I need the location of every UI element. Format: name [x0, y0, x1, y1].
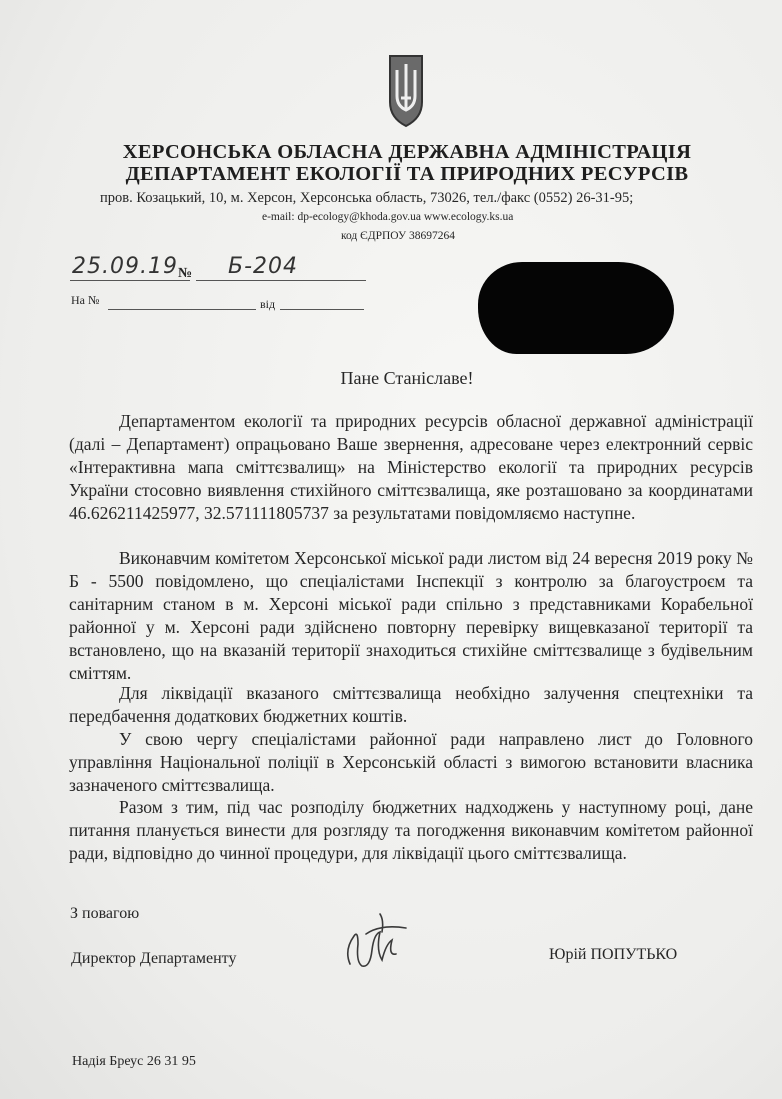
closing: З повагою [70, 905, 140, 922]
org-contacts: e-mail: dp-ecology@khoda.gov.ua www.ecology.ks.ua [262, 211, 514, 223]
paragraph-text: Разом з тим, під час розподілу бюджетних надходжень у наступному році, дане питання планується винести для розгляду та погодження виконавчим комітетом районної ради, відповідно до чинної процедури, для ліквідації цього сміттєзвалища. [69, 797, 753, 863]
date-line [70, 280, 190, 281]
redacted-recipient [478, 262, 674, 354]
org-edrpou: код ЄДРПОУ 38697264 [341, 230, 455, 242]
trident-emblem-icon [386, 52, 426, 128]
signatory-title: Директор Департаменту [71, 950, 237, 967]
number-label: № [178, 266, 193, 281]
incoming-date-line [280, 309, 364, 310]
handwritten-signature [336, 910, 416, 980]
paragraph-text: Для ліквідації вказаного сміттєзвалища необхідно залучення спецтехніки та передбачення додаткових бюджетних коштів. [69, 683, 753, 726]
incoming-number-label: На № [71, 293, 100, 307]
outgoing-number: Б-204 [228, 254, 299, 279]
signatory-name: Юрій ПОПУТЬКО [549, 946, 678, 963]
org-address: пров. Козацький, 10, м. Херсон, Херсонська область, 73026, тел./факс (0552) 26-31-95; [100, 190, 634, 206]
paragraph-2 [69, 547, 753, 685]
paragraph-1 [69, 410, 753, 525]
paragraph-3 [69, 682, 753, 728]
incoming-number-line [108, 309, 256, 310]
outgoing-date: 25.09.19 [72, 254, 178, 279]
org-name-line1: ХЕРСОНСЬКА ОБЛАСНА ДЕРЖАВНА АДМІНІСТРАЦІЯ [122, 141, 692, 163]
org-name-line2: ДЕПАРТАМЕНТ ЕКОЛОГІЇ ТА ПРИРОДНИХ РЕСУРСІВ [125, 163, 689, 185]
paragraph-4 [69, 728, 753, 797]
salutation: Пане Станіславе! [340, 368, 474, 388]
paragraph-text: У свою чергу спеціалістами районної ради направлено лист до Головного управління Національної поліції в Херсонській області з вимогою встановити власника зазначеного сміттєзвалища. [69, 729, 753, 795]
paragraph-5 [69, 796, 753, 865]
paragraph-text: Виконавчим комітетом Херсонської міської ради листом від 24 вересня 2019 року № Б - 5500 повідомлено, що спеціалістами Інспекції з контролю за благоустроєм та санітарним станом в м. Херсоні міської ради спільно з представниками Корабельної районної у м. Херсоні ради здійснено повторну перевірку вищевказаної території та встановлено, що на вказаній території знаходиться стихійне сміттєзвалище з будівельним сміттям. [69, 548, 753, 683]
paragraph-text: Департаментом екології та природних ресурсів обласної державної адміністрації (далі – Департамент) опрацьовано Ваше звернення, адресоване через електронний сервіс «Інтерактивна мапа сміттєзвалищ» на Міністерство екології та природних ресурсів України стосовно виявлення стихійного сміттєзвалища, яке розташовано за координатами 46.626211425977, 32.571111805737 за результатами повідомляємо наступне. [69, 411, 753, 523]
incoming-date-label: від [260, 297, 276, 311]
number-line [196, 280, 366, 281]
executor-contact: Надія Бреус 26 31 95 [72, 1054, 196, 1069]
